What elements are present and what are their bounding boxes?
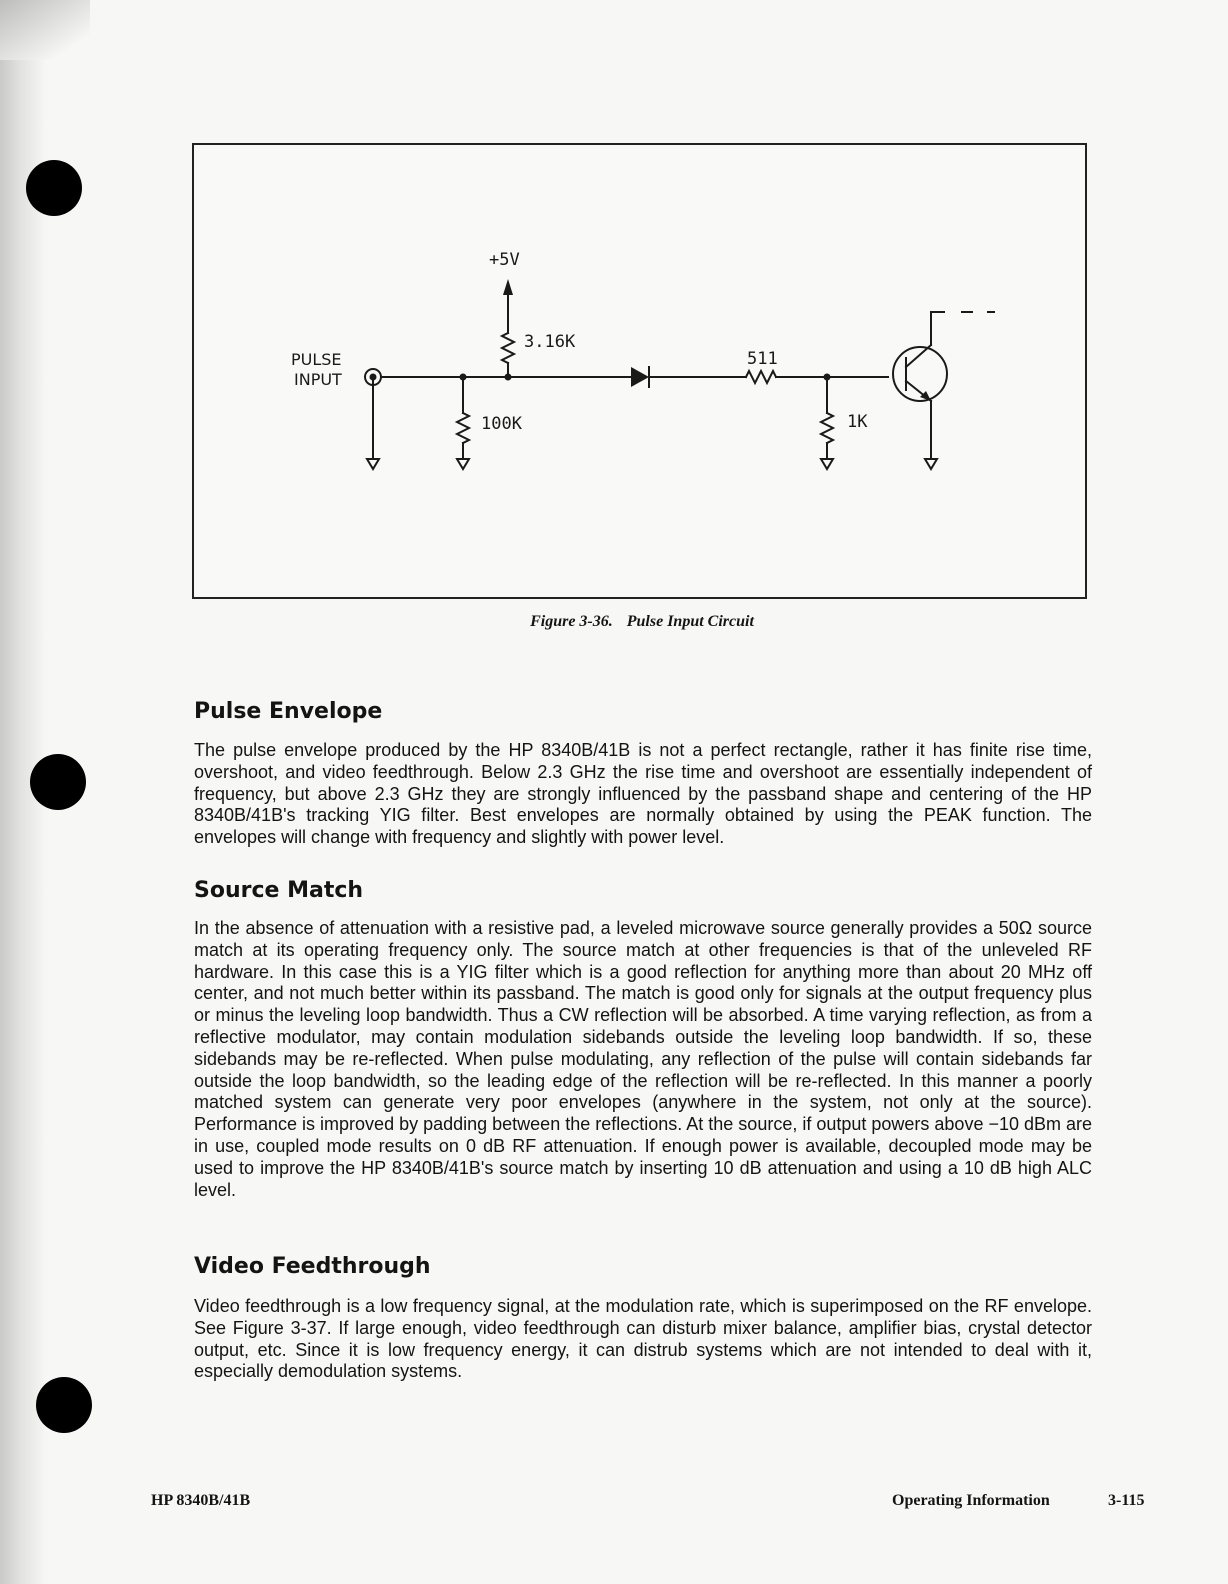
figure-caption	[192, 613, 1092, 631]
label-resistor-3-16k: 3.16K	[524, 332, 576, 352]
body-source-match: In the absence of attenuation with a resistive pad, a leveled microwave source generally provides a 50Ω source match at its operating frequency only. The source match at other frequencies is that of the unleveled RF hardware. In this case this is a YIG filter which is a good reflection for anything more than about 20 MHz off center, and not much better within its passband. The match is good only for signals at the output frequency plus or minus the leveling loop bandwidth. Thus a CW reflection will be absorbed. A time varying reflection, as from a reflective modulator, may contain modulation sidebands outside the leveling loop bandwidth. If so, these sidebands may be re-reflected. When pulse modulating, any reflection of the pulse will contain sidebands far outside the loop bandwidth, so the leading edge of the reflection will be re-reflected. In this manner a poorly matched system can generate very poor envelopes (anywhere in the system, not only at the source). Performance is improved by padding between the reflections. At the source, if output powers above −10 dBm are in use, coupled mode results on 0 dB RF attenuation. If enough power is available, decoupled mode may be used to improve the HP 8340B/41B's source match by inserting 10 dB attenuation and using a 10 dB high ALC level.	[194, 918, 1093, 1200]
junction-dot-100k	[460, 374, 467, 381]
input-terminal-center	[370, 374, 377, 381]
figure-caption-title: Pulse Input Circuit	[626, 613, 754, 630]
supply-arrow	[503, 279, 513, 295]
figure-caption-number: Figure 3-36.	[530, 613, 613, 630]
label-resistor-1k: 1K	[847, 412, 868, 432]
footer-page-number: 3-115	[1108, 1492, 1145, 1509]
binder-hole-top	[26, 160, 82, 216]
label-resistor-511: 511	[747, 349, 778, 369]
heading-video-feedthrough: Video Feedthrough	[194, 1254, 431, 1279]
ground-symbol-1k	[821, 459, 833, 469]
heading-pulse-envelope: Pulse Envelope	[194, 699, 383, 724]
binder-hole-bottom	[36, 1377, 92, 1433]
figure-pulse-input-circuit	[192, 143, 1087, 599]
page-corner-shadow	[0, 0, 90, 60]
resistor-3-16k	[502, 333, 514, 363]
diode-anode-triangle	[631, 367, 649, 387]
label-resistor-100k: 100K	[481, 414, 522, 434]
label-input: INPUT	[294, 370, 342, 389]
label-supply: +5V	[489, 250, 520, 270]
heading-source-match: Source Match	[194, 878, 364, 903]
resistor-1k	[821, 413, 833, 443]
footer-chapter: Operating Information	[892, 1492, 1050, 1509]
junction-dot-1k	[824, 374, 831, 381]
body-pulse-envelope: The pulse envelope produced by the HP 8340B/41B is not a perfect rectangle, rather it has finite rise time, overshoot, and video feedthrough. Below 2.3 GHz the rise time and overshoot are essentially independent of frequency, but above 2.3 GHz they are strongly influenced by the passband shape and centering of the HP 8340B/41B's tracking YIG filter. Best envelopes are normally obtained by using the PEAK function. The envelopes will change with frequency and slightly with power level.	[194, 740, 1092, 848]
body-video-feedthrough: Video feedthrough is a low frequency signal, at the modulation rate, which is superimposed on the RF envelope. See Figure 3-37. If large enough, video feedthrough can disturb mixer balance, amplifier bias, crystal detector output, etc. Since it is low frequency energy, it can distrub systems which are not intended to deal with it, especially demodulation systems.	[194, 1296, 1092, 1382]
resistor-511	[746, 371, 776, 383]
ground-symbol-emitter	[925, 459, 937, 469]
label-pulse: PULSE	[291, 350, 342, 369]
footer-model: HP 8340B/41B	[151, 1492, 251, 1509]
ground-symbol-100k	[457, 459, 469, 469]
resistor-100k	[457, 413, 469, 443]
junction-dot-316k	[505, 374, 512, 381]
binder-hole-middle	[30, 754, 86, 810]
ground-symbol-input	[367, 459, 379, 469]
schematic-diagram	[194, 145, 1085, 597]
